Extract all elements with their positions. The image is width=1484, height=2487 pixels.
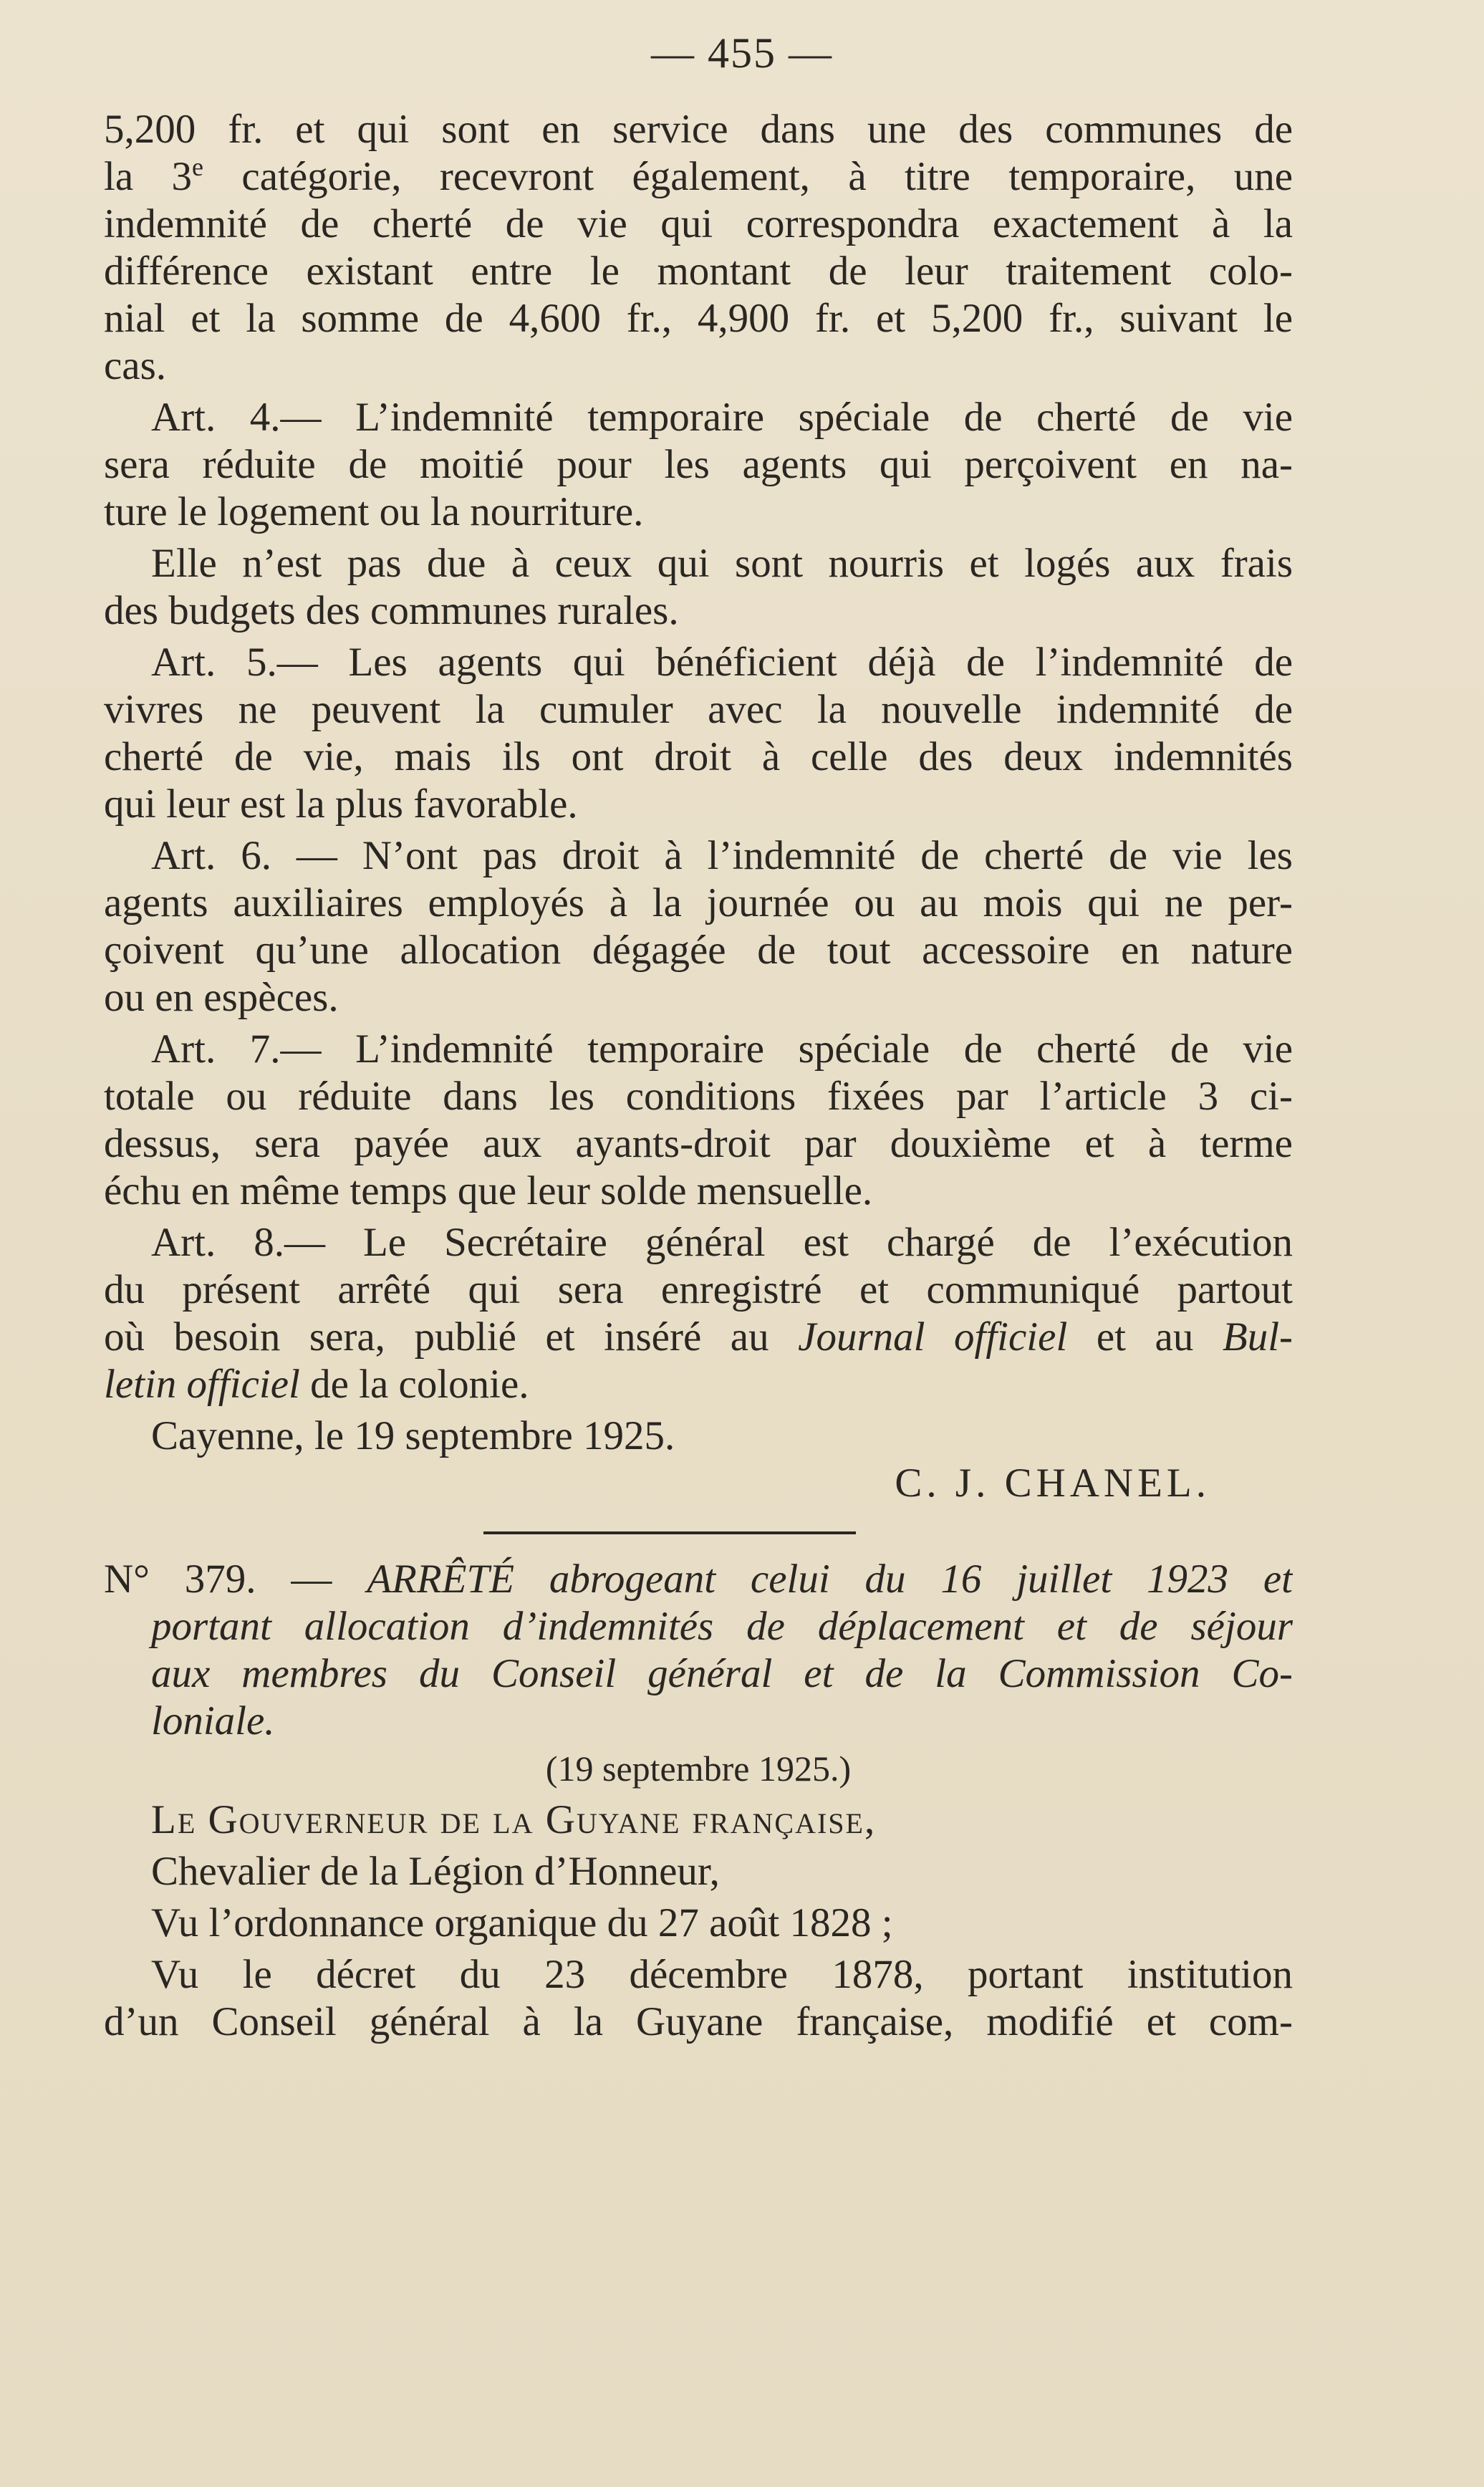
- article-7-line: Art. 7.— L’indemnité temporaire spéciale de cherté de vie: [151, 1026, 1293, 1072]
- text-fragment: la 3: [104, 154, 193, 199]
- preamble-line: Vu le décret du 23 décembre 1878, portant institution: [151, 1952, 1293, 1997]
- place-date: Cayenne, le 19 septembre 1925.: [151, 1413, 675, 1458]
- text-fragment: et au: [1067, 1314, 1223, 1360]
- article-4-line: Art. 4.— L’indemnité temporaire spéciale de cherté de vie: [151, 395, 1293, 440]
- page-number: — 455 —: [651, 29, 833, 77]
- decree-title-line: aux membres du Conseil général et de la Commission Co-: [151, 1651, 1293, 1696]
- body-text: [104, 106, 1293, 2046]
- preamble-line: Vu l’ordonnance organique du 27 août 1828 ;: [151, 1900, 893, 1945]
- article-8-line: Art. 8.— Le Secrétaire général est chargé de l’exécution: [151, 1220, 1293, 1265]
- text-line: [104, 1361, 1293, 1408]
- text-fragment: catégorie, recevront également, à titre temporaire, une: [203, 154, 1293, 199]
- decree-title-line: portant allocation d’indemnités de déplacement et de séjour: [151, 1604, 1293, 1649]
- text-line: différence existant entre le montant de leur traitement colo-: [104, 249, 1293, 294]
- superscript: e: [192, 153, 204, 181]
- decree-title-line: [104, 1556, 1293, 1603]
- text-line: 5,200 fr. et qui sont en service dans une des communes de: [104, 107, 1293, 152]
- article-6-line: Art. 6. — N’ont pas droit à l’indemnité de cherté de vie les: [151, 833, 1293, 878]
- preamble-governor: Le Gouverneur de la Guyane française,: [151, 1797, 877, 1842]
- bulletin-ref-start: Bul-: [1222, 1314, 1293, 1360]
- text-line: totale ou réduite dans les conditions fixées par l’article 3 ci-: [104, 1074, 1293, 1119]
- text-line: dessus, sera payée aux ayants-droit par douxième et à terme: [104, 1121, 1293, 1166]
- text-line: échu en même temps que leur solde mensuelle.: [104, 1168, 873, 1213]
- text-line: [104, 153, 1293, 201]
- text-fragment: où besoin sera, publié et inséré au: [104, 1314, 799, 1360]
- text-line: indemnité de cherté de vie qui correspondra exactement à la: [104, 201, 1293, 246]
- text-line: ou en espèces.: [104, 975, 339, 1020]
- decree-title-line: loniale.: [151, 1698, 275, 1743]
- text-line: agents auxiliaires employés à la journée ou au mois qui ne per-: [104, 880, 1293, 925]
- signature: C. J. CHANEL.: [895, 1461, 1210, 1506]
- text-line: cherté de vie, mais ils ont droit à celle des deux indemnités: [104, 734, 1293, 779]
- preamble-line: Chevalier de la Légion d’Honneur,: [151, 1849, 720, 1894]
- text-line: du présent arrêté qui sera enregistré et communiqué partout: [104, 1267, 1293, 1312]
- text-line: qui leur est la plus favorable.: [104, 781, 578, 827]
- preamble-line: d’un Conseil général à la Guyane française, modifié et com-: [104, 1999, 1293, 2044]
- text-line: Elle n’est pas due à ceux qui sont nourris et logés aux frais: [151, 541, 1293, 586]
- text-line: des budgets des communes rurales.: [104, 588, 679, 633]
- text-line: cas.: [104, 343, 167, 388]
- text-line: nial et la somme de 4,600 fr., 4,900 fr. et 5,200 fr., suivant le: [104, 296, 1293, 341]
- decree-date: (19 septembre 1925.): [545, 1748, 852, 1789]
- decree-title: ARRÊTÉ abrogeant celui du 16 juillet 1923 et: [367, 1557, 1293, 1602]
- text-fragment: de la colonie.: [299, 1362, 529, 1407]
- text-line: sera réduite de moitié pour les agents qui perçoivent en na-: [104, 442, 1293, 487]
- decree-number: N° 379. —: [104, 1557, 367, 1602]
- text-line: ture le logement ou la nourriture.: [104, 489, 644, 534]
- text-line: [104, 1314, 1293, 1361]
- text-line: çoivent qu’une allocation dégagée de tout accessoire en nature: [104, 928, 1293, 973]
- journal-officiel-ref: Journal officiel: [798, 1314, 1068, 1360]
- article-5-line: Art. 5.— Les agents qui bénéficient déjà de l’indemnité de: [151, 640, 1293, 685]
- section-divider: [483, 1531, 856, 1534]
- bulletin-ref-end: letin officiel: [104, 1362, 300, 1407]
- text-line: vivres ne peuvent la cumuler avec la nouvelle indemnité de: [104, 687, 1293, 732]
